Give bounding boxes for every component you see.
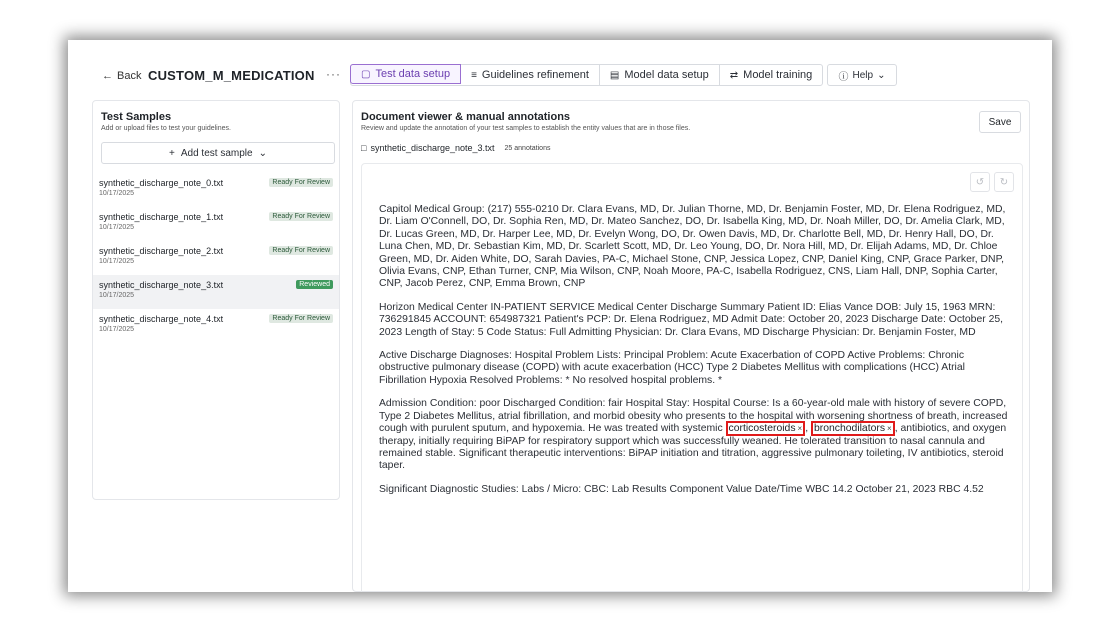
list-item[interactable]: [93, 173, 339, 207]
doc-paragraph: Horizon Medical Center IN-PATIENT SERVICE Medical Center Discharge Summary Patient ID: Elias Vance DOB: July 15, 1963 MRN: 736291845 ACCOUNT: 654987321 Patient's PCP: Dr. Elena Rodriguez, MD Admit Date: October 20, 2023 Discharge Date: October 25, 2023 Length of Stay: 5 Code Status: Full Admitting Physician: Dr. Clara Evans, MD Discharge Physician: Dr. Benjamin Foster, MD: [379, 301, 1004, 338]
panel-subtitle: Add or upload files to test your guidelines.: [101, 125, 231, 132]
document-viewer-panel: [352, 100, 1030, 592]
add-test-sample-button[interactable]: [101, 142, 335, 164]
status-badge: Ready For Review: [269, 212, 333, 221]
doc-text: , antibiotics, and oxygen therapy, initially requiring BiPAP for respiratory support which was successfully weaned. He tolerated transition to nasal cannula and remained stable. Significant therapeutic interventions: BiPAP initiation and titration, aggressive pulmonary toileting, IV antibiotics, steroid taper.: [379, 423, 1007, 472]
save-button[interactable]: Save: [979, 111, 1021, 133]
project-title: CUSTOM_M_MEDICATION: [148, 68, 315, 83]
tab-test-data-setup[interactable]: [350, 64, 461, 84]
tab-model-data-setup[interactable]: [600, 65, 720, 85]
remove-annotation-icon[interactable]: ×: [797, 424, 803, 434]
workflow-tabs: [350, 64, 823, 86]
tab-guidelines-refinement[interactable]: [461, 65, 600, 85]
top-bar: [68, 64, 1052, 90]
doc-icon: ▤: [609, 69, 620, 81]
doc-text: ,: [805, 423, 811, 435]
train-icon: ⇄: [729, 69, 739, 81]
sample-date: 10/17/2025: [99, 224, 135, 231]
redo-button[interactable]: [994, 172, 1014, 192]
tab-label: Model data setup: [624, 69, 709, 81]
file-info: [361, 143, 550, 153]
tab-label: Guidelines refinement: [481, 69, 589, 81]
sample-name: synthetic_discharge_note_1.txt: [99, 212, 224, 222]
back-button[interactable]: [102, 70, 141, 82]
list-item[interactable]: [93, 207, 339, 241]
document-text: [379, 204, 1009, 507]
tab-label: Model training: [743, 69, 813, 81]
doc-paragraph: Capitol Medical Group: (217) 555-0210 Dr. Clara Evans, MD, Dr. Julian Thorne, MD, Dr. Benjamin Foster, MD, Dr. Elena Rodriguez, MD, Dr. Liam O'Connell, DO, Dr. Sophia Ren, MD, Dr. Mateo Sanchez, DO, Dr. Isabella King, MD, Dr. Noah Miller, DO, Dr. Amelia Clark, MD, Dr. Lucas Green, MD, Dr. Harper Lee, MD, Dr. Evelyn Wong, DO, Dr. Owen Davis, MD, Dr. Charlotte Bell, MD, Dr. Henry Hall, DO, Dr. Luna Chen, MD, Dr. Sebastian Kim, MD, Dr. Scarlett Scott, MD, Dr. Leo Young, DO, Dr. Nora Hill, MD, Dr. Elijah Adams, MD, Dr. Chloe Green, MD, Dr. Aiden White, DO, Sarah Davies, PA-C, Michael Stone, CNP, Jessica Lopez, CNP, Daniel King, CNP, Grace Parker, DNP, Olivia Evans, CNP, Ethan Turner, CNP, Mia Wilson, CNP, Noah Moore, PA-C, Isabella Rodriguez, CNS, Liam Hall, DNP, Sophia Carter, CNP, Jacob Perez, CNP, Emma Brown, CNP: [379, 204, 1006, 290]
help-label: Help: [852, 69, 874, 81]
annotation-text: corticosteroids: [728, 423, 796, 435]
samples-list: [93, 173, 339, 343]
status-badge: Ready For Review: [269, 246, 333, 255]
list-item[interactable]: [93, 309, 339, 343]
sample-date: 10/17/2025: [99, 190, 135, 197]
viewer-subtitle: Review and update the annotation of your test samples to establish the entity values that are in those files.: [361, 125, 691, 132]
doc-paragraph: Significant Diagnostic Studies: Labs / Micro: CBC: Lab Results Component Value Date/Time WBC 14.2 October 21, 2023 RBC 4.52: [379, 483, 984, 495]
doc-text: Admission Condition: poor Discharged Condition: fair Hospital Stay: Hospital Course: Is a 60-year-old male with history of severe COPD, Type 2 Diabetes Mellitus, atrial fibrillation, and morbid obesity who presents to the hospital with worsening shortness of breath, increased cough with purulent sputum, and hypoxemia. He was treated with systemic: [379, 398, 1008, 435]
tab-model-training[interactable]: [720, 65, 822, 85]
list-item-selected[interactable]: [93, 275, 339, 309]
annotation-text: bronchodilators: [813, 423, 886, 435]
more-options-button[interactable]: ···: [326, 67, 341, 81]
file-name: synthetic_discharge_note_3.txt: [370, 143, 495, 153]
status-badge: Ready For Review: [269, 314, 333, 323]
undo-button[interactable]: [970, 172, 990, 192]
doc-paragraph: Active Discharge Diagnoses: Hospital Problem Lists: Principal Problem: Acute Exacerbation of COPD Active Problems: Chronic obstructive pulmonary disease (COPD) with acute exacerbation (HCC) Type 2 Diabetes Mellitus with complications (HCC) Atrial Fibrillation Hypoxia Resolved Problems: * No resolved hospital problems. *: [379, 350, 965, 386]
viewer-title: Document viewer & manual annotations: [361, 111, 571, 123]
panel-title: Test Samples: [101, 111, 172, 123]
help-icon: ⓘ: [838, 71, 849, 83]
chevron-down-icon: ⌄: [877, 69, 886, 81]
tab-label: Test data setup: [375, 68, 451, 80]
app-window: [68, 40, 1052, 592]
sample-name: synthetic_discharge_note_2.txt: [99, 246, 224, 256]
app-container: [68, 40, 1052, 592]
sample-date: 10/17/2025: [99, 326, 135, 333]
arrow-left-icon: ←: [102, 70, 113, 82]
lines-icon: ≡: [471, 69, 477, 81]
help-button[interactable]: [827, 64, 897, 86]
status-badge: Reviewed: [296, 280, 333, 289]
file-icon: □: [361, 143, 367, 153]
doc-paragraph: [379, 398, 1009, 472]
remove-annotation-icon[interactable]: ×: [887, 424, 892, 434]
add-button-label: Add test sample: [180, 147, 253, 159]
annotation-chip[interactable]: [811, 421, 895, 436]
redo-icon: ↻: [999, 176, 1009, 188]
plus-icon: +: [169, 147, 175, 159]
file-icon: ▢: [361, 68, 371, 80]
history-controls: [970, 172, 1014, 192]
sample-name: synthetic_discharge_note_4.txt: [99, 314, 224, 324]
undo-icon: ↺: [975, 176, 985, 188]
document-viewer: [361, 163, 1023, 592]
test-samples-panel: [92, 100, 340, 500]
status-badge: Ready For Review: [269, 178, 333, 187]
back-label: Back: [117, 70, 142, 82]
chevron-down-icon: ⌄: [258, 147, 267, 159]
sample-name: synthetic_discharge_note_0.txt: [99, 178, 224, 188]
annotation-count: 25 annotations: [504, 144, 551, 152]
sample-date: 10/17/2025: [99, 258, 135, 265]
annotation-chip[interactable]: [726, 421, 806, 436]
sample-date: 10/17/2025: [99, 292, 135, 299]
sample-name: synthetic_discharge_note_3.txt: [99, 280, 224, 290]
list-item[interactable]: [93, 241, 339, 275]
